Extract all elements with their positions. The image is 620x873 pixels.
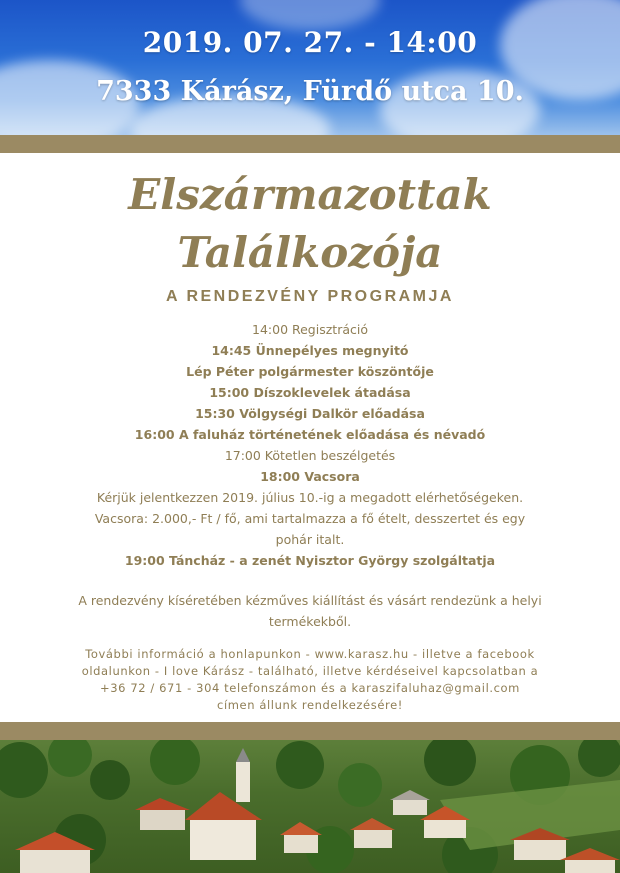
program-item: 14:00 Regisztráció <box>252 322 368 337</box>
program-item: 14:45 Ünnepélyes megnyitó <box>211 343 409 358</box>
program-item: Lép Péter polgármester köszöntője <box>186 364 434 379</box>
event-title-line-1: Elszármazottak <box>128 170 492 219</box>
dinner-price-note: Vacsora: 2.000,- Ft / fő, ami tartalmazza a fő ételt, desszertet és egy pohár italt. <box>94 511 526 547</box>
village-illustration <box>0 740 620 873</box>
village-aerial-photo <box>0 740 620 873</box>
event-title-line-2: Találkozója <box>177 228 443 277</box>
program-item: 19:00 Táncház - a zenét Nyisztor György szolgáltatja <box>124 553 496 568</box>
contact-info: További információ a honlapunkon - www.karasz.hu - illetve a facebook oldalunkon - I love Kárász - található, illetve kérdéseivel kapcsolatban a +36 72 / 671 - 304 telefonszámon és a karaszifaluhaz@gmail.com címen állunk rendelkezésére! <box>81 647 539 712</box>
program-item: 18:00 Vacsora <box>260 469 360 484</box>
program-heading: A RENDEZVÉNY PROGRAMJA <box>166 288 454 305</box>
event-address: 7333 Kárász, Fürdő utca 10. <box>96 76 524 107</box>
program-item: 15:00 Díszoklevelek átadása <box>209 385 411 400</box>
bottom-divider-band <box>0 722 620 740</box>
program-item: 15:30 Völgységi Dalkör előadása <box>195 406 425 421</box>
top-divider-band <box>0 135 620 153</box>
program-item: 16:00 A faluház történetének előadása és névadó <box>134 427 486 442</box>
registration-note: Kérjük jelentkezzen 2019. július 10.-ig a megadott elérhetőségeken. <box>96 490 524 505</box>
sky-header-background <box>0 0 620 135</box>
program-item: 17:00 Kötetlen beszélgetés <box>224 448 396 463</box>
exhibition-note: A rendezvény kíséretében kézműves kiállítást és vásárt rendezünk a helyi termékekből. <box>78 593 542 629</box>
event-date-time: 2019. 07. 27. - 14:00 <box>142 26 478 59</box>
